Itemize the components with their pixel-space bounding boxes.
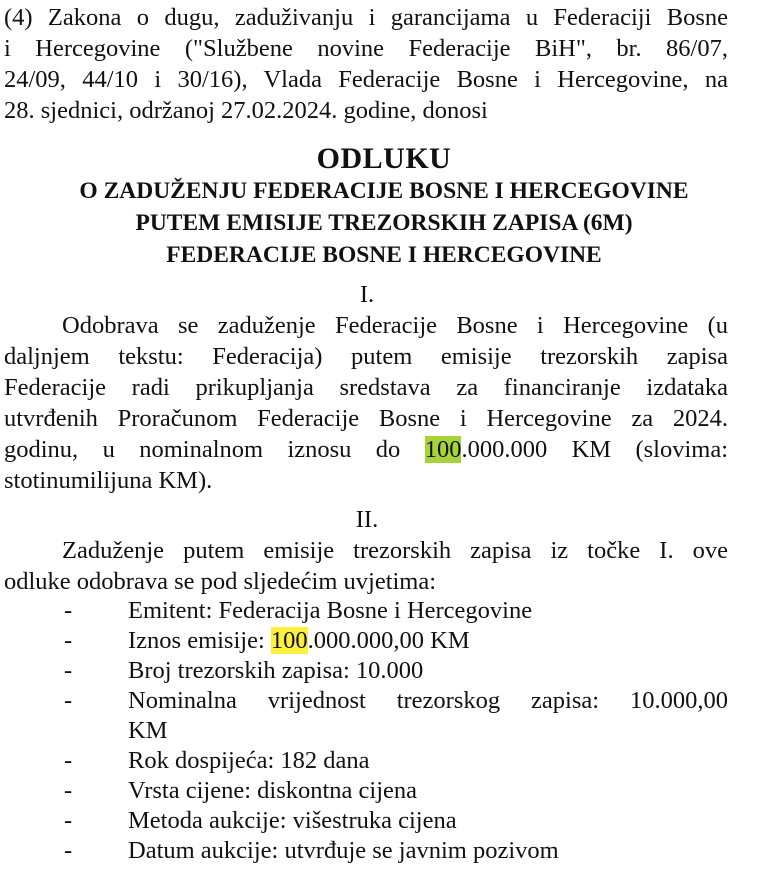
section-number-two: II. [355,506,379,533]
section-number-one: I. [359,281,375,308]
condition-item [0,836,728,866]
dash-bullet: - [64,687,73,714]
condition-text: Rok dospijeća: 182 dana [128,747,370,774]
condition-text-before: Iznos emisije: [128,627,271,654]
decision-subtitle-line: PUTEM EMISIJE TREZORSKIH ZAPISA (6M) [135,210,633,236]
section-two-line: Zaduženje putem emisije trezorskih zapisa iz točke I. ove [62,537,728,564]
section-one-line: Federacije radi prikupljanja sredstava za financiranje izdataka [4,374,728,401]
condition-text: Emitent: Federacija Bosne i Hercegovine [128,597,533,624]
condition-item [0,626,728,656]
condition-item [0,656,728,686]
condition-text-after: .000.000,00 KM [307,627,470,654]
dash-bullet: - [64,747,73,774]
condition-item [0,776,728,806]
condition-text: Broj trezorskih zapisa: 10.000 [128,657,424,684]
dash-bullet: - [64,777,73,804]
section-one-line: daljnjem tekstu: Federacija) putem emisije trezorskih zapisa [4,343,728,370]
dash-bullet: - [64,627,73,654]
amount-text-before: godinu, u nominalnom iznosu do [4,436,425,463]
highlighted-amount: 100 [270,627,308,654]
decision-subtitle-line: O ZADUŽENJU FEDERACIJE BOSNE I HERCEGOVINE [79,178,689,204]
highlighted-amount: 100 [424,436,462,463]
condition-item [0,686,728,746]
intro-line: i Hercegovine ("Službene novine Federacije BiH", br. 86/07, [4,35,728,62]
section-two-line: odluke odobrava se pod sljedećim uvjetima: [4,568,437,595]
intro-line: 28. sjednici, održanoj 27.02.2024. godine, donosi [4,97,488,124]
condition-text-line: Nominalna vrijednost trezorskog zapisa: 10.000,00 [128,687,728,714]
section-one-line: stotinumilijuna KM). [4,467,213,494]
section-two-paragraph [4,535,728,597]
condition-text-line: KM [128,717,168,744]
decision-subtitle-line: FEDERACIJE BOSNE I HERCEGOVINE [166,242,602,268]
intro-line: 24/09, 44/10 i 30/16), Vlada Federacije Bosne i Hercegovine, na [4,66,728,93]
section-one-line: utvrđenih Proračunom Federacije Bosne i Hercegovine za 2024. [4,405,728,432]
section-one-amount-line [4,434,728,465]
section-one-line: Odobrava se zaduženje Federacije Bosne i Hercegovine (u [62,312,728,339]
conditions-list [0,596,768,866]
condition-item [0,746,728,776]
decision-title: ODLUKU [316,142,452,175]
dash-bullet: - [64,657,73,684]
condition-text: Datum aukcije: utvrđuje se javnim pozivom [128,837,559,864]
amount-text-after: .000.000 KM (slovima: [461,436,729,463]
dash-bullet: - [64,837,73,864]
dash-bullet: - [64,597,73,624]
condition-item [0,806,728,836]
condition-text: Metoda aukcije: višestruka cijena [128,807,457,834]
section-one-paragraph [4,310,728,496]
intro-line: (4) Zakona o dugu, zaduživanju i garancijama u Federaciji Bosne [4,4,728,31]
intro-paragraph [4,2,728,126]
condition-item [0,596,728,626]
condition-text: Vrsta cijene: diskontna cijena [128,777,418,804]
dash-bullet: - [64,807,73,834]
